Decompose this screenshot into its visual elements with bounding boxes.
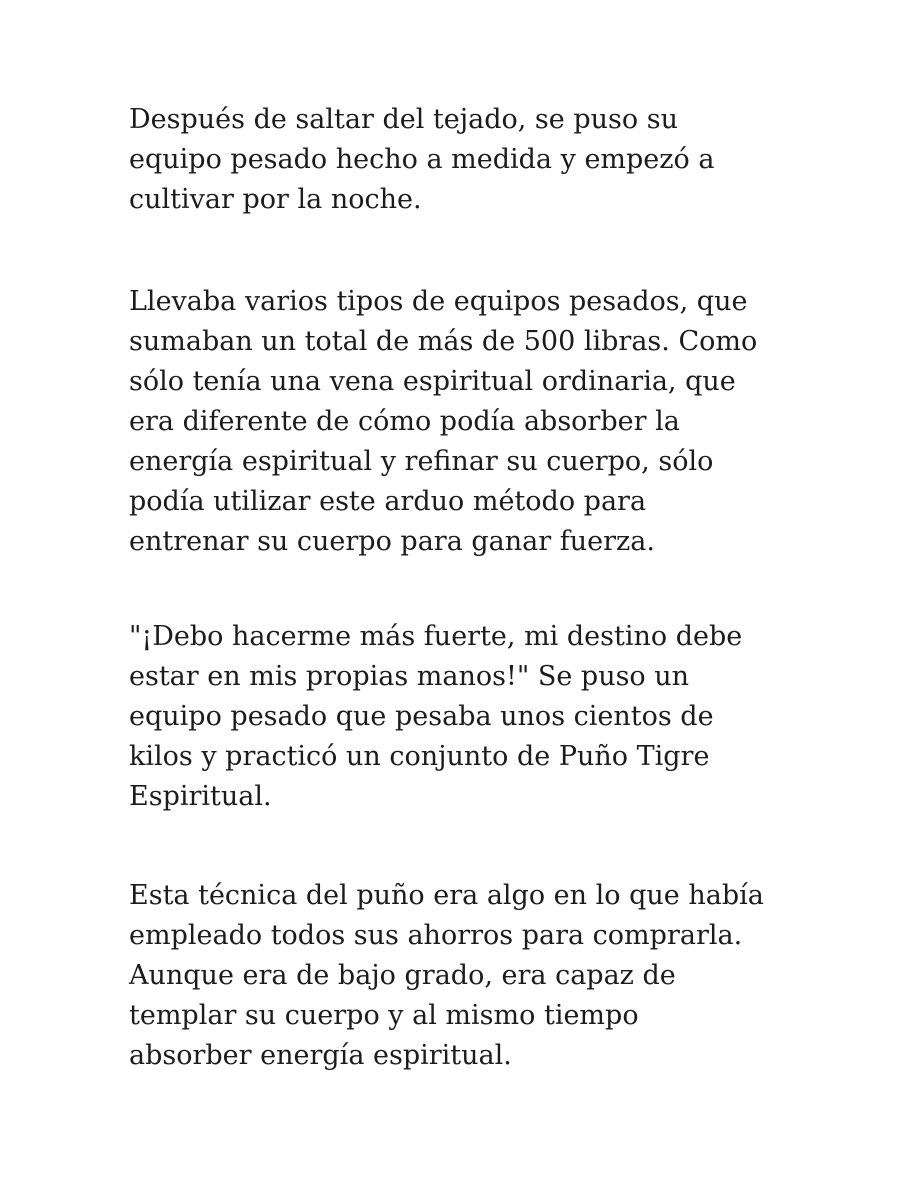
paragraph-line: equipo pesado hecho a medida y empezó a <box>129 144 715 175</box>
paragraph-line: templar su cuerpo y al mismo tiempo <box>129 1000 639 1031</box>
paragraph-line: kilos y practicó un conjunto de Puño Tigre <box>129 741 710 772</box>
paragraph-line: empleado todos sus ahorros para comprarla. <box>129 920 743 951</box>
paragraph-3 <box>129 617 809 817</box>
paragraph-line: entrenar su cuerpo para ganar fuerza. <box>129 526 655 557</box>
paragraph-line: absorber energía espiritual. <box>129 1040 512 1071</box>
paragraph-line: sumaban un total de más de 500 libras. Como <box>129 326 758 357</box>
paragraph-line: podía utilizar este arduo método para <box>129 486 647 517</box>
paragraph-4 <box>129 876 809 1076</box>
paragraph-line: equipo pesado que pesaba unos cientos de <box>129 701 714 732</box>
paragraph-line: cultivar por la noche. <box>129 184 422 215</box>
paragraph-1 <box>129 100 809 220</box>
paragraph-line: Esta técnica del puño era algo en lo que había <box>129 880 764 911</box>
paragraph-line: Llevaba varios tipos de equipos pesados, que <box>129 286 748 317</box>
paragraph-2 <box>129 282 809 562</box>
paragraph-line: Después de saltar del tejado, se puso su <box>129 104 678 135</box>
paragraph-line: sólo tenía una vena espiritual ordinaria, que <box>129 366 736 397</box>
paragraph-line: Espiritual. <box>129 781 272 812</box>
paragraph-line: era diferente de cómo podía absorber la <box>129 406 680 437</box>
paragraph-line: energía espiritual y refinar su cuerpo, sólo <box>129 446 714 477</box>
paragraph-line: "¡Debo hacerme más fuerte, mi destino debe <box>129 621 743 652</box>
paragraph-line: Aunque era de bajo grado, era capaz de <box>129 960 676 991</box>
paragraph-line: estar en mis propias manos!" Se puso un <box>129 661 690 692</box>
